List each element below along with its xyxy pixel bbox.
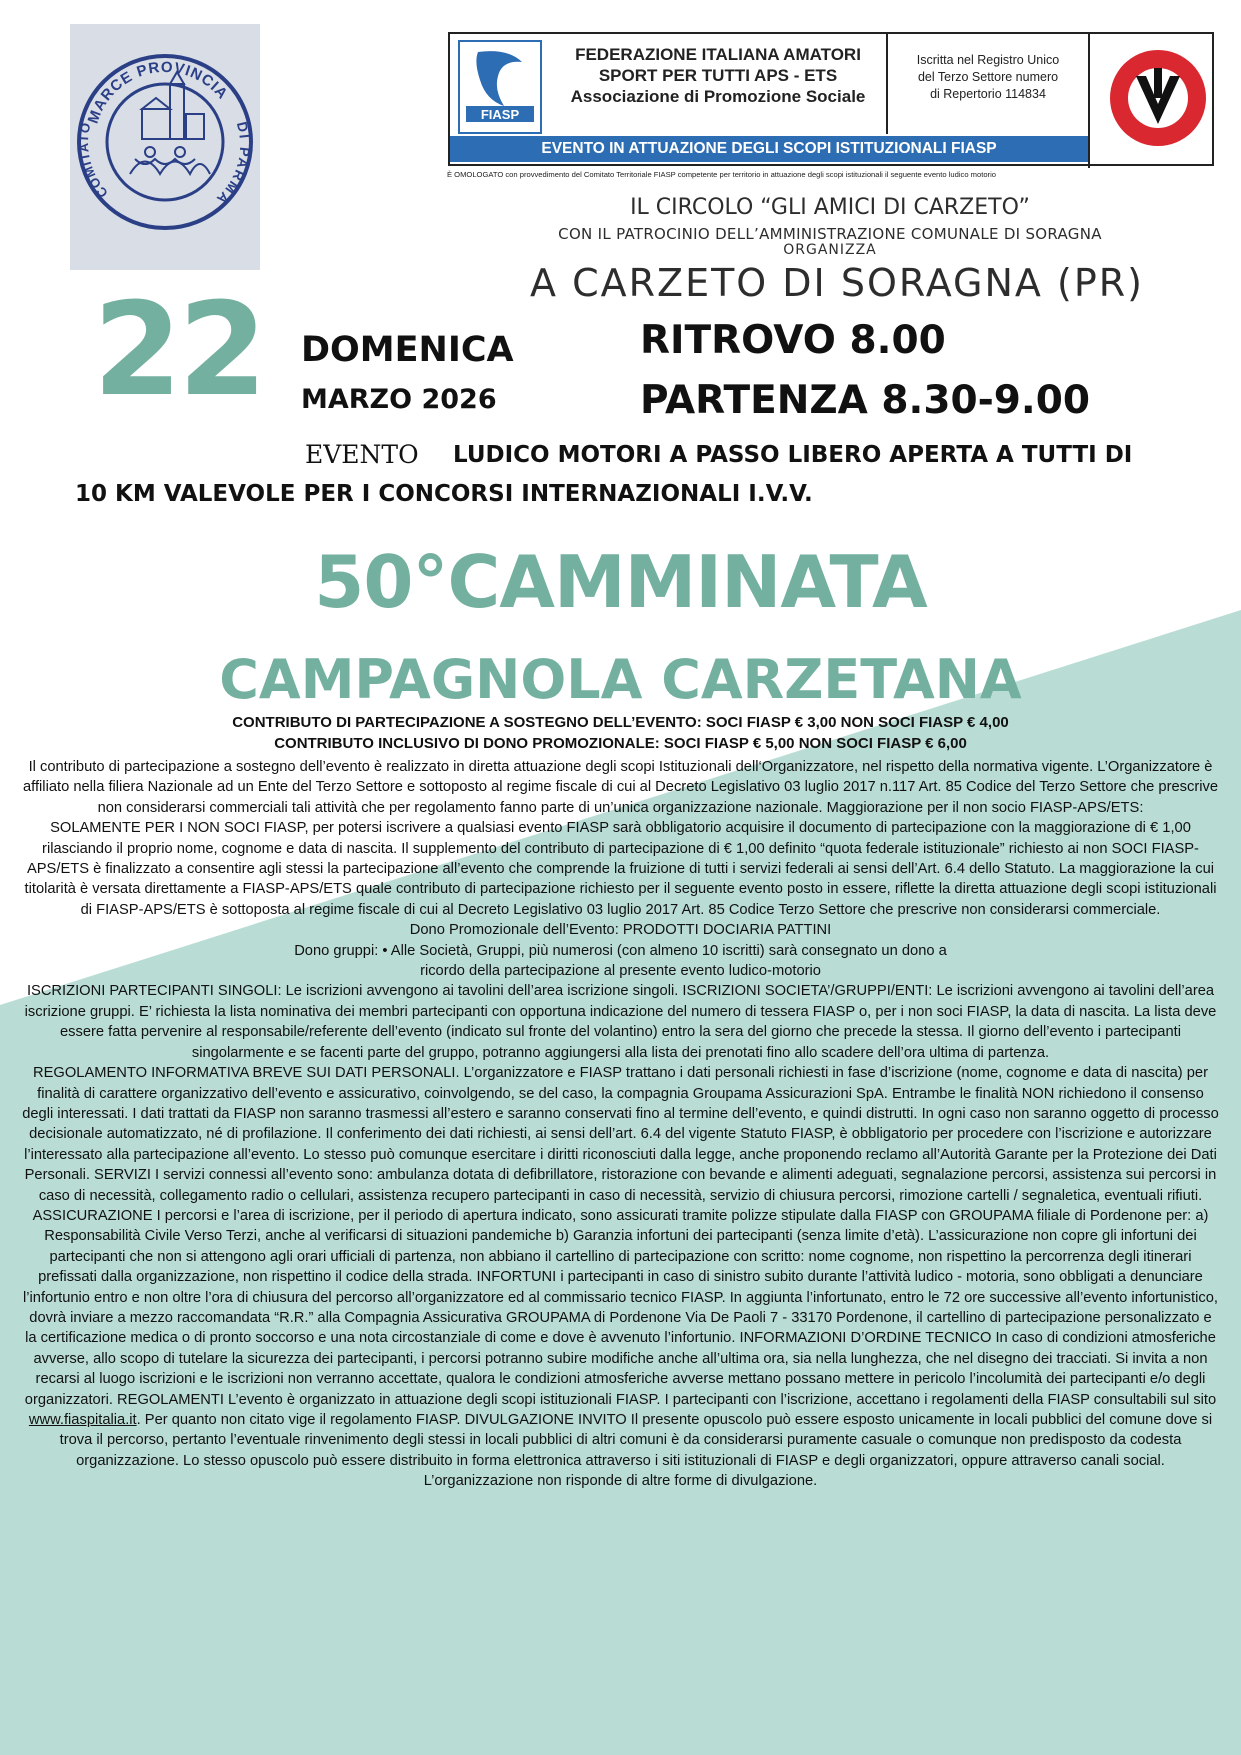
regulations-body: [22, 757, 1219, 1492]
ritrovo-time: RITROVO 8.00: [640, 318, 946, 363]
event-title-line1: 50°CAMMINATA: [314, 540, 927, 624]
paragraph-dono-gruppi: Dono gruppi: • Alle Società, Gruppi, più numerosi (con almeno 10 iscritti) sarà consegnato un dono a ricordo della partecipazione al presente evento ludico-motorio: [294, 942, 947, 980]
fiasp-logo-icon: [458, 40, 542, 134]
logo-ring-top: MARCE PROVINCIA: [84, 58, 232, 126]
event-weekday: DOMENICA: [301, 330, 514, 370]
fiasp-banner: EVENTO IN ATTUAZIONE DEGLI SCOPI ISTITUZIONALI FIASP: [450, 136, 1088, 162]
organizer-organizza: ORGANIZZA: [783, 242, 877, 258]
evento-description-line2: 10 KM VALEVOLE PER I CONCORSI INTERNAZIONALI I.V.V.: [75, 481, 813, 507]
event-title-line2: CAMPAGNOLA CARZETANA: [219, 648, 1022, 711]
paragraph-regolamento: REGOLAMENTO INFORMATIVA BREVE SUI DATI PERSONALI. L’organizzatore e FIASP trattano i dati personali richiesti in fase d’iscrizione (nome, cognome e data di nascita) per finalità di carattere organizzativo dell’evento e assicurativo, coinvolgendo, se del caso, la compagnia Groupama Assicurazioni SpA. Entrambe le finalità NON richiedono il consenso degli interessati. I dati trattati da FIASP non saranno trasmessi all’estero e saranno conservati fino al termine dell’evento, e quindi distrutti. In ogni caso non saranno oggetto di processo decisionale automatizzato, né di profilazione. Il conferimento dei dati richiesti, ai sensi dell’art. 6.4 del vigente Statuto FIASP, è obbligatorio per procedere con l’iscrizione e autorizzare l’interessato alla partecipazione all’evento. Lo stesso può comunque esercitare i diritti riconosciuti dalla legge, anche proponendo reclamo all’Autorità Garante per la Protezione dei Dati Personali. SERVIZI I servizi connessi all’evento sono: ambulanza dotata di defibrillatore, ristorazione con bevande e alimenti adeguati, segnalazione percorsi, assistenza sui percorsi in caso di necessità, collegamento radio o cellulari, assistenza recupero partecipanti in caso di necessità, servizio di chiusura percorsi, rimozione cartelli / segnaletica, eventuali rifiuti.: [22, 1065, 1219, 1204]
divider: [886, 34, 888, 134]
event-month-year: MARZO 2026: [301, 384, 497, 415]
contribution-line1: CONTRIBUTO DI PARTECIPAZIONE A SOSTEGNO DELL’EVENTO: SOCI FIASP € 3,00 NON SOCI FIASP € 4,00: [232, 714, 1009, 731]
evento-label: EVENTO: [305, 440, 419, 469]
omologato-text: È OMOLOGATO con provvedimento del Comitato Territoriale FIASP competente per territorio in attuazione degli scopi istituzionali il seguente evento ludico motorio: [447, 170, 996, 179]
fiasp-registry: Iscritta nel Registro Unico del Terzo Settore numero di Repertorio 114834: [916, 53, 1060, 101]
paragraph-assicurazione: ASSICURAZIONE I percorsi e l’area di iscrizione, per il periodo di apertura indicato, sono assicurati tramite polizze stipulate dalla FIASP con GROUPAMA filiale di Pordenone per: a) Responsabilità Civile Verso Terzi, anche al verificarsi di situazioni pandemiche b) Garanzia infortuni dei partecipanti (senza limite d’età). L’assicurazione non copre gli infortuni dei partecipanti che non si attengono agli orari ufficiali di partenza, non abbiano il cartellino di partecipazione con scritto: nome cognome, non rispettino la percorrenza degli itinerari prefissati dalla organizzazione, non rispettino il codice della strada. INFORTUNI i partecipanti in caso di sinistro subito durante l’attività ludico - motoria, sono obbligati a denunciare l’infortunio entro e non oltre l’ora di chiusura del percorso all’organizzatore ed al commissario tecnico FIASP. In aggiunta l’infortunato, entro le 72 ore successive all’evento infortunistico, dovrà inviare a mezzo raccomandata “R.R.” alla Compagnia Assicurativa GROUPAMA di Pordenone Via De Paoli 7 - 33170 Pordenone, il cartellino di partecipazione personalizzato e la certificazione medica o di pronto soccorso e una nota circostanziale di come e dove è avvenuto l’infortunio. INFORMAZIONI D’ORDINE TECNICO In caso di condizioni atmosferiche avverse, allo scopo di tutelare la sicurezza dei partecipanti, i percorsi potranno subire modifiche anche all’ultima ora, sia nella lunghezza, che nel disegno dei tracciati. Si invita a non recarsi al luogo iscrizioni e le iscrizioni non verranno accettate, qualora le condizioni atmosferiche avverse mettano possano mettere in pericolo l’incolumità dei partecipanti e/o degli organizzatori. REGOLAMENTI L’evento è organizzato in attuazione degli scopi istituzionali FIASP. I partecipanti con l’iscrizione, accettano i regolamenti della FIASP consultabili sul sito www.fiaspitalia.it. Per quanto non citato vige il regolamento FIASP. DIVULGAZIONE INVITO Il presente opuscolo può essere esposto unicamente in locali pubblici del comune dove si trova il percorso, pertanto l’eventuale rinvenimento degli stessi in locali pubblici di altri comuni è da considerarsi puramente casuale o comunque non predisposto da codesta organizzazione. Lo stesso opuscolo può essere distribuito in forma elettronica attraverso i siti istituzionali di FIASP e degli organizzatori, oppure attraverso canali social. L’organizzazione non risponde di altre forme di divulgazione.: [23, 1207, 1218, 1490]
paragraph-contributo: Il contributo di partecipazione a sostegno dell’evento è realizzato in diretta attuazione degli scopi Istituzionali dell‘Organizzatore, nel rispetto della normativa vigente. L’Organizzatore è affiliato nella filiera Nazionale ad un Ente del Terzo Settore e sottoposto al regime fiscale di cui al Decreto Legislativo 03 luglio 2017 n.117 Art. 85 Codice del Terzo Settore che prescrive non considerarsi commerciali tali attività che per regolamento fanno parte di un’unica organizzazione nazionale. Maggiorazione per il non socio FIASP-APS/ETS:: [22, 759, 1218, 816]
evento-description-line1: LUDICO MOTORI A PASSO LIBERO APERTA A TUTTI DI: [453, 442, 1133, 468]
fiasp-title: FEDERAZIONE ITALIANA AMATORI SPORT PER TUTTI APS - ETS Associazione di Promozione Sociale: [570, 45, 866, 106]
event-day: 22: [93, 276, 264, 425]
organizer-patrocinio: CON IL PATROCINIO DELL’AMMINISTRAZIONE COMUNALE DI SORAGNA: [558, 225, 1102, 243]
organizer-circolo: IL CIRCOLO “GLI AMICI DI CARZETO”: [630, 195, 1030, 220]
divider: [1088, 34, 1090, 168]
event-place: A CARZETO DI SORAGNA (PR): [530, 261, 1144, 305]
fiasp-logo-text: FIASP: [480, 107, 520, 122]
paragraph-dono: Dono Promozionale dell’Evento: PRODOTTI DOCIARIA PATTINI: [409, 922, 832, 939]
fiasp-website-link[interactable]: www.fiaspitalia.it: [28, 1412, 137, 1428]
fiasp-header: [448, 32, 1214, 166]
contribution-line2: CONTRIBUTO INCLUSIVO DI DONO PROMOZIONALE: SOCI FIASP € 5,00 NON SOCI FIASP € 6,00: [274, 735, 967, 752]
logo-ring-right: DI PARMA: [212, 120, 254, 209]
logo-ring-left: COMITATO: [75, 120, 111, 201]
ivv-logo-icon: [1106, 46, 1210, 150]
paragraph-iscrizioni: ISCRIZIONI PARTECIPANTI SINGOLI: Le iscrizioni avvengono ai tavolini dell’area iscrizione singoli. ISCRIZIONI SOCIETA’/GRUPPI/ENTI: Le iscrizioni avvengono ai tavolini dell’area iscrizione gruppi. E’ richiesta la lista nominativa dei membri partecipanti con opportuna indicazione del numero di tessera FIASP o, per i non soci FIASP, la data di nascita. La lista deve essere fatta pervenire al responsabile/referente dell’evento (indicato sul fronte del volantino) entro la sera del giorno che precede la stessa. Il giorno dell’evento i partecipanti singolarmente e se facenti parte del gruppo, potranno aggiungersi alla lista dei prenotati fino allo scadere dell’ora ultima di partenza.: [24, 983, 1217, 1061]
comitato-logo: [70, 24, 260, 270]
paragraph-non-soci: SOLAMENTE PER I NON SOCI FIASP, per potersi iscrivere a qualsiasi evento FIASP sarà obbligatorio acquisire il documento di partecipazione con la maggiorazione di € 1,00 rilasciando il proprio nome, cognome e data di nascita. Il supplemento del contributo di partecipazione di € 1,00 definito “quota federale istituzionale” richiesto ai non SOCI FIASP-APS/ETS è finalizzato a consentire agli stessi la partecipazione all’evento che comprende la fruizione di tutti i servizi federali ai sensi dell’Art. 6.4 dello Statuto. La maggiorazione la cui titolarità è versata direttamente a FIASP-APS/ETS quale contributo di partecipazione richiesto per il seguente evento posto in essere, riflette la diretta attuazione degli scopi istituzionali di FIASP-APS/ETS è sottoposta al regime fiscale di cui al Decreto Legislativo 03 luglio 2017 Art. 85 Codice Terzo Settore che prescrive non considerarsi commerciale.: [24, 820, 1217, 918]
partenza-time: PARTENZA 8.30-9.00: [640, 378, 1091, 423]
